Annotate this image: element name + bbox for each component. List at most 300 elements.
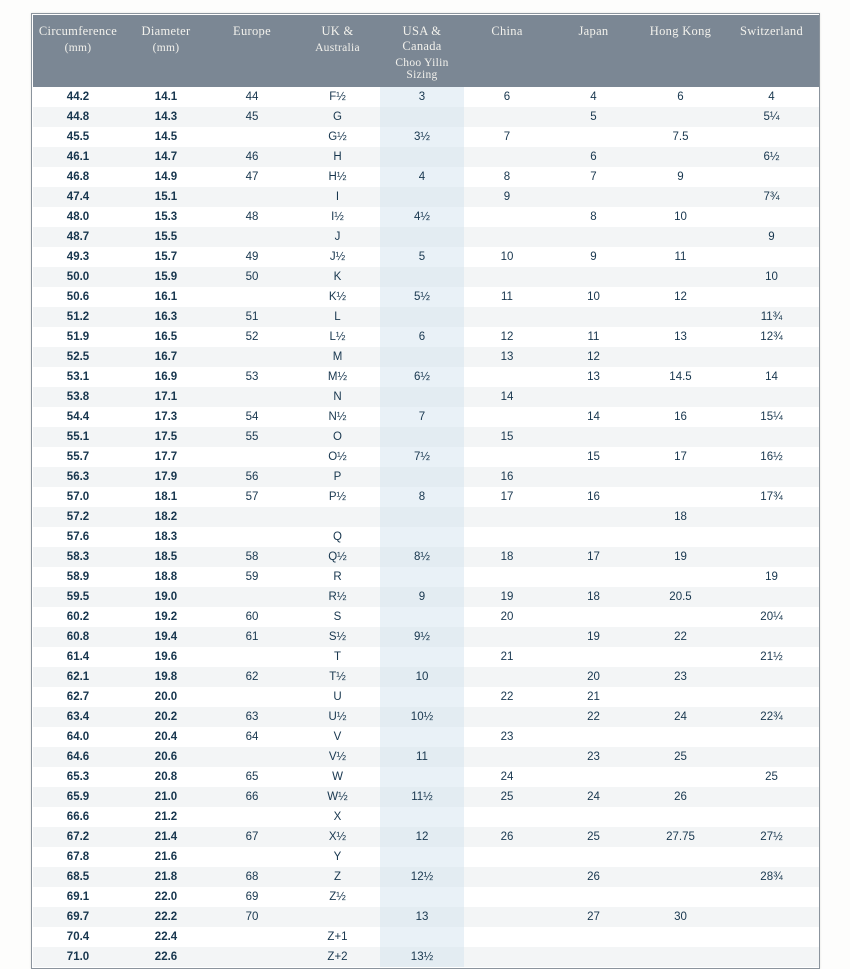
cell-japan: 20 [587, 671, 600, 683]
cell-hong-kong [637, 727, 724, 747]
cell-circumference: 65.9 [66, 791, 90, 803]
cell-usa-canada [380, 527, 464, 547]
cell-switzerland [724, 687, 819, 707]
cell-circumference: 50.0 [66, 271, 90, 283]
cell-usa-canada: 5½ [380, 287, 464, 307]
cell-uk-australia: N [333, 391, 342, 403]
cell-uk-australia: X [333, 811, 342, 823]
cell-diameter: 19.2 [154, 611, 178, 623]
cell-uk-australia: H [333, 151, 342, 163]
cell-usa-canada: 11½ [380, 787, 464, 807]
table-row [33, 847, 819, 867]
cell-usa-canada [380, 847, 464, 867]
table-row [33, 787, 819, 807]
cell-japan [550, 947, 637, 967]
cell-europe: 57 [245, 491, 259, 503]
cell-circumference: 48.7 [66, 231, 90, 243]
cell-europe: 63 [245, 711, 259, 723]
cell-europe [209, 587, 295, 607]
cell-usa-canada [380, 607, 464, 627]
cell-japan: 15 [587, 451, 600, 463]
cell-switzerland: 15¼ [760, 411, 783, 423]
table-row [33, 227, 819, 247]
cell-uk-australia: Q½ [328, 551, 347, 563]
cell-diameter: 22.2 [154, 911, 178, 923]
cell-europe [209, 387, 295, 407]
cell-europe: 58 [245, 551, 259, 563]
cell-china: 13 [500, 351, 514, 363]
cell-circumference: 49.3 [66, 251, 90, 263]
cell-diameter: 14.7 [154, 151, 178, 163]
cell-switzerland: 16½ [760, 451, 783, 463]
cell-china [464, 407, 550, 427]
cell-diameter: 15.5 [154, 231, 178, 243]
cell-hong-kong [637, 947, 724, 967]
cell-uk-australia: P [333, 471, 342, 483]
cell-switzerland [724, 927, 819, 947]
cell-japan: 12 [587, 351, 600, 363]
cell-hong-kong [637, 767, 724, 787]
cell-uk-australia: R [333, 571, 342, 583]
table-row [33, 347, 819, 367]
cell-usa-canada [380, 807, 464, 827]
cell-circumference: 63.4 [66, 711, 90, 723]
cell-usa-canada: 7 [380, 407, 464, 427]
cell-circumference: 44.2 [66, 91, 90, 103]
table-row [33, 407, 819, 427]
cell-japan: 7 [590, 171, 597, 183]
cell-japan [550, 427, 637, 447]
table-row [33, 427, 819, 447]
cell-hong-kong [637, 807, 724, 827]
cell-europe: 62 [245, 671, 259, 683]
cell-china [464, 507, 550, 527]
cell-usa-canada: 13½ [380, 947, 464, 967]
table-row [33, 687, 819, 707]
cell-diameter: 20.4 [154, 731, 178, 743]
cell-japan [550, 507, 637, 527]
cell-circumference: 51.9 [66, 331, 90, 343]
cell-diameter: 19.0 [154, 591, 178, 603]
cell-europe [209, 927, 295, 947]
cell-diameter: 19.4 [154, 631, 178, 643]
cell-uk-australia: O½ [328, 451, 347, 463]
cell-hong-kong: 13 [674, 331, 687, 343]
column-header-circumference [33, 15, 123, 87]
cell-switzerland [724, 527, 819, 547]
cell-hong-kong: 22 [674, 631, 687, 643]
cell-switzerland: 19 [765, 571, 778, 583]
cell-japan: 27 [587, 911, 600, 923]
cell-china [464, 747, 550, 767]
cell-uk-australia: Z+2 [327, 951, 348, 963]
cell-europe: 44 [245, 91, 259, 103]
cell-japan [550, 767, 637, 787]
cell-japan: 13 [587, 371, 600, 383]
cell-circumference: 61.4 [66, 651, 90, 663]
table-row [33, 307, 819, 327]
table-row [33, 647, 819, 667]
cell-hong-kong: 6 [677, 91, 684, 103]
cell-uk-australia: U [333, 691, 342, 703]
cell-hong-kong [637, 307, 724, 327]
cell-europe: 64 [245, 731, 259, 743]
cell-usa-canada: 11 [380, 747, 464, 767]
cell-switzerland: 7¾ [763, 191, 780, 203]
cell-circumference: 58.9 [66, 571, 90, 583]
cell-switzerland [724, 747, 819, 767]
cell-uk-australia: I½ [331, 211, 344, 223]
cell-diameter: 22.6 [154, 951, 178, 963]
cell-switzerland [724, 347, 819, 367]
cell-china: 6 [503, 91, 511, 103]
cell-usa-canada [380, 187, 464, 207]
cell-diameter: 22.0 [154, 891, 178, 903]
column-header-uk-australia [295, 15, 380, 87]
cell-usa-canada [380, 927, 464, 947]
cell-japan [550, 187, 637, 207]
cell-europe: 65 [245, 771, 259, 783]
table-row [33, 387, 819, 407]
cell-hong-kong [637, 847, 724, 867]
cell-switzerland: 5¼ [763, 111, 780, 123]
table-row [33, 367, 819, 387]
cell-usa-canada: 5 [380, 247, 464, 267]
cell-china: 7 [503, 131, 511, 143]
cell-switzerland: 22¾ [760, 711, 783, 723]
cell-usa-canada [380, 307, 464, 327]
cell-hong-kong [637, 527, 724, 547]
cell-circumference: 59.5 [66, 591, 90, 603]
cell-switzerland: 11¾ [760, 311, 783, 323]
cell-circumference: 57.0 [66, 491, 90, 503]
cell-switzerland: 27½ [760, 831, 783, 843]
cell-japan [550, 887, 637, 907]
cell-switzerland [724, 507, 819, 527]
cell-diameter: 18.5 [154, 551, 178, 563]
cell-europe [209, 687, 295, 707]
cell-hong-kong [637, 467, 724, 487]
cell-circumference: 45.5 [66, 131, 90, 143]
cell-hong-kong [637, 347, 724, 367]
cell-hong-kong [637, 867, 724, 887]
cell-usa-canada [380, 347, 464, 367]
cell-usa-canada [380, 567, 464, 587]
cell-uk-australia: M½ [327, 371, 348, 383]
cell-usa-canada [380, 147, 464, 167]
cell-switzerland [724, 907, 819, 927]
table-row [33, 87, 819, 107]
cell-japan [550, 127, 637, 147]
cell-usa-canada [380, 887, 464, 907]
cell-switzerland [724, 467, 819, 487]
table-row [33, 107, 819, 127]
cell-china: 9 [503, 191, 511, 203]
column-header-sublabel: (mm) [64, 42, 92, 54]
cell-diameter: 19.8 [154, 671, 178, 683]
table-row [33, 887, 819, 907]
cell-circumference: 57.6 [66, 531, 90, 543]
cell-japan [550, 387, 637, 407]
cell-switzerland [724, 887, 819, 907]
column-header-sublabel: Australia [315, 42, 360, 54]
cell-uk-australia: H½ [328, 171, 347, 183]
cell-diameter: 20.2 [154, 711, 178, 723]
cell-circumference: 55.1 [66, 431, 90, 443]
cell-hong-kong: 30 [674, 911, 687, 923]
cell-diameter: 15.1 [154, 191, 178, 203]
cell-switzerland: 14 [765, 371, 778, 383]
cell-circumference: 62.7 [66, 691, 90, 703]
cell-china [464, 207, 550, 227]
cell-japan [550, 927, 637, 947]
cell-diameter: 16.7 [154, 351, 178, 363]
table-row [33, 707, 819, 727]
column-header-japan [550, 15, 637, 87]
cell-china [464, 227, 550, 247]
cell-uk-australia: Y [333, 851, 342, 863]
cell-uk-australia: Z [333, 871, 342, 883]
cell-japan: 25 [587, 831, 600, 843]
cell-japan [550, 727, 637, 747]
cell-europe: 52 [245, 331, 259, 343]
table-row [33, 927, 819, 947]
table-header-row [33, 15, 819, 87]
cell-circumference: 71.0 [66, 951, 90, 963]
cell-usa-canada [380, 467, 464, 487]
cell-switzerland [724, 587, 819, 607]
cell-circumference: 55.7 [66, 451, 90, 463]
cell-hong-kong [637, 267, 724, 287]
cell-circumference: 67.8 [66, 851, 90, 863]
cell-china: 25 [500, 791, 514, 803]
cell-europe: 50 [245, 271, 259, 283]
cell-hong-kong: 11 [674, 251, 687, 263]
cell-diameter: 20.0 [154, 691, 178, 703]
column-header-label: Europe [233, 24, 271, 38]
table-row [33, 487, 819, 507]
table-row [33, 447, 819, 467]
cell-japan [550, 467, 637, 487]
cell-diameter: 20.6 [154, 751, 178, 763]
cell-switzerland [724, 547, 819, 567]
table-row [33, 287, 819, 307]
cell-usa-canada [380, 427, 464, 447]
cell-china [464, 807, 550, 827]
cell-china [464, 147, 550, 167]
cell-uk-australia: F½ [329, 91, 346, 103]
cell-circumference: 50.6 [66, 291, 90, 303]
cell-china [464, 907, 550, 927]
cell-europe: 55 [245, 431, 259, 443]
cell-europe [209, 507, 295, 527]
cell-switzerland: 28¾ [760, 871, 783, 883]
cell-hong-kong: 18 [674, 511, 687, 523]
cell-europe: 47 [245, 171, 259, 183]
cell-usa-canada: 12½ [380, 867, 464, 887]
cell-uk-australia: Z+1 [327, 931, 348, 943]
cell-hong-kong: 23 [674, 671, 687, 683]
cell-hong-kong: 25 [674, 751, 687, 763]
cell-circumference: 64.0 [66, 731, 90, 743]
cell-japan: 16 [587, 491, 600, 503]
cell-diameter: 17.7 [154, 451, 178, 463]
column-header-label: UK & [321, 24, 354, 38]
cell-china: 20 [500, 611, 514, 623]
cell-europe [209, 527, 295, 547]
cell-europe [209, 647, 295, 667]
cell-diameter: 15.3 [154, 211, 178, 223]
cell-diameter: 15.7 [154, 251, 178, 263]
cell-hong-kong: 19 [674, 551, 687, 563]
column-header-sublabel: (mm) [152, 42, 180, 54]
cell-uk-australia: V½ [328, 751, 347, 763]
table-row [33, 667, 819, 687]
table-row [33, 627, 819, 647]
cell-uk-australia: Z½ [329, 891, 346, 903]
cell-uk-australia: T½ [329, 671, 346, 683]
cell-uk-australia: J½ [329, 251, 346, 263]
cell-usa-canada: 9 [380, 587, 464, 607]
cell-switzerland: 20¼ [760, 611, 783, 623]
cell-uk-australia [295, 907, 380, 927]
cell-uk-australia: U½ [328, 711, 347, 723]
cell-circumference: 56.3 [66, 471, 90, 483]
cell-uk-australia: R½ [328, 591, 347, 603]
cell-uk-australia: T [333, 651, 342, 663]
cell-europe [209, 747, 295, 767]
cell-diameter: 18.3 [154, 531, 178, 543]
cell-uk-australia: N½ [328, 411, 347, 423]
cell-circumference: 53.1 [66, 371, 90, 383]
cell-uk-australia: G½ [328, 131, 347, 143]
cell-usa-canada [380, 687, 464, 707]
table-row [33, 587, 819, 607]
cell-uk-australia: L½ [329, 331, 346, 343]
cell-japan: 17 [587, 551, 600, 563]
table-row [33, 727, 819, 747]
cell-japan: 6 [590, 151, 597, 163]
column-header-label: Japan [578, 24, 609, 38]
cell-china [464, 707, 550, 727]
cell-uk-australia: L [334, 311, 341, 323]
table-header [33, 15, 819, 87]
table-row [33, 947, 819, 967]
cell-uk-australia: K [333, 271, 342, 283]
cell-europe: 61 [245, 631, 259, 643]
cell-circumference: 46.8 [66, 171, 90, 183]
cell-diameter: 14.1 [154, 91, 178, 103]
cell-hong-kong: 26 [674, 791, 687, 803]
table-row [33, 167, 819, 187]
cell-europe: 67 [245, 831, 259, 843]
cell-china: 19 [500, 591, 514, 603]
cell-uk-australia [295, 507, 380, 527]
cell-europe: 70 [245, 911, 259, 923]
cell-japan: 4 [590, 91, 597, 103]
cell-uk-australia: J [334, 231, 341, 243]
cell-china: 16 [500, 471, 514, 483]
cell-usa-canada [380, 107, 464, 127]
cell-diameter: 18.2 [154, 511, 178, 523]
cell-usa-canada: 10 [380, 667, 464, 687]
cell-europe [209, 447, 295, 467]
cell-diameter: 21.0 [154, 791, 178, 803]
cell-china [464, 867, 550, 887]
cell-europe [209, 347, 295, 367]
cell-japan [550, 227, 637, 247]
cell-switzerland [724, 787, 819, 807]
cell-china [464, 107, 550, 127]
cell-switzerland [724, 247, 819, 267]
column-header-hong-kong [637, 15, 724, 87]
column-header-switzerland [724, 15, 819, 87]
cell-usa-canada: 8 [380, 487, 464, 507]
cell-circumference: 68.5 [66, 871, 90, 883]
cell-switzerland [724, 847, 819, 867]
cell-japan: 18 [587, 591, 600, 603]
cell-switzerland [724, 207, 819, 227]
cell-diameter: 14.5 [154, 131, 178, 143]
cell-japan: 9 [590, 251, 597, 263]
cell-europe [209, 227, 295, 247]
column-header-label: Diameter [141, 24, 191, 38]
cell-circumference: 64.6 [66, 751, 90, 763]
cell-europe: 49 [245, 251, 259, 263]
cell-diameter: 21.6 [154, 851, 178, 863]
cell-europe [209, 187, 295, 207]
cell-china [464, 667, 550, 687]
cell-japan: 19 [587, 631, 600, 643]
cell-europe: 69 [245, 891, 259, 903]
cell-switzerland: 9 [768, 231, 775, 243]
cell-diameter: 18.1 [154, 491, 178, 503]
cell-switzerland [724, 947, 819, 967]
cell-switzerland [724, 667, 819, 687]
column-header-diameter [123, 15, 209, 87]
table-row [33, 807, 819, 827]
cell-circumference: 51.2 [66, 311, 90, 323]
table-row [33, 907, 819, 927]
cell-japan: 14 [587, 411, 600, 423]
cell-china [464, 527, 550, 547]
table-row [33, 767, 819, 787]
cell-hong-kong: 9 [677, 171, 684, 183]
cell-diameter: 21.2 [154, 811, 178, 823]
cell-hong-kong [637, 647, 724, 667]
cell-china [464, 307, 550, 327]
column-header-usa-canada [380, 15, 464, 87]
cell-diameter: 17.5 [154, 431, 178, 443]
cell-europe [209, 127, 295, 147]
cell-china [464, 947, 550, 967]
cell-hong-kong: 24 [674, 711, 687, 723]
cell-hong-kong [637, 187, 724, 207]
table-row [33, 507, 819, 527]
cell-hong-kong [637, 487, 724, 507]
table-row [33, 147, 819, 167]
cell-diameter: 14.9 [154, 171, 178, 183]
cell-europe: 51 [245, 311, 259, 323]
cell-europe: 54 [245, 411, 259, 423]
cell-hong-kong [637, 567, 724, 587]
cell-circumference: 48.0 [66, 211, 90, 223]
table-row [33, 467, 819, 487]
cell-china [464, 887, 550, 907]
table-row [33, 527, 819, 547]
table-row [33, 327, 819, 347]
cell-china: 14 [500, 391, 514, 403]
